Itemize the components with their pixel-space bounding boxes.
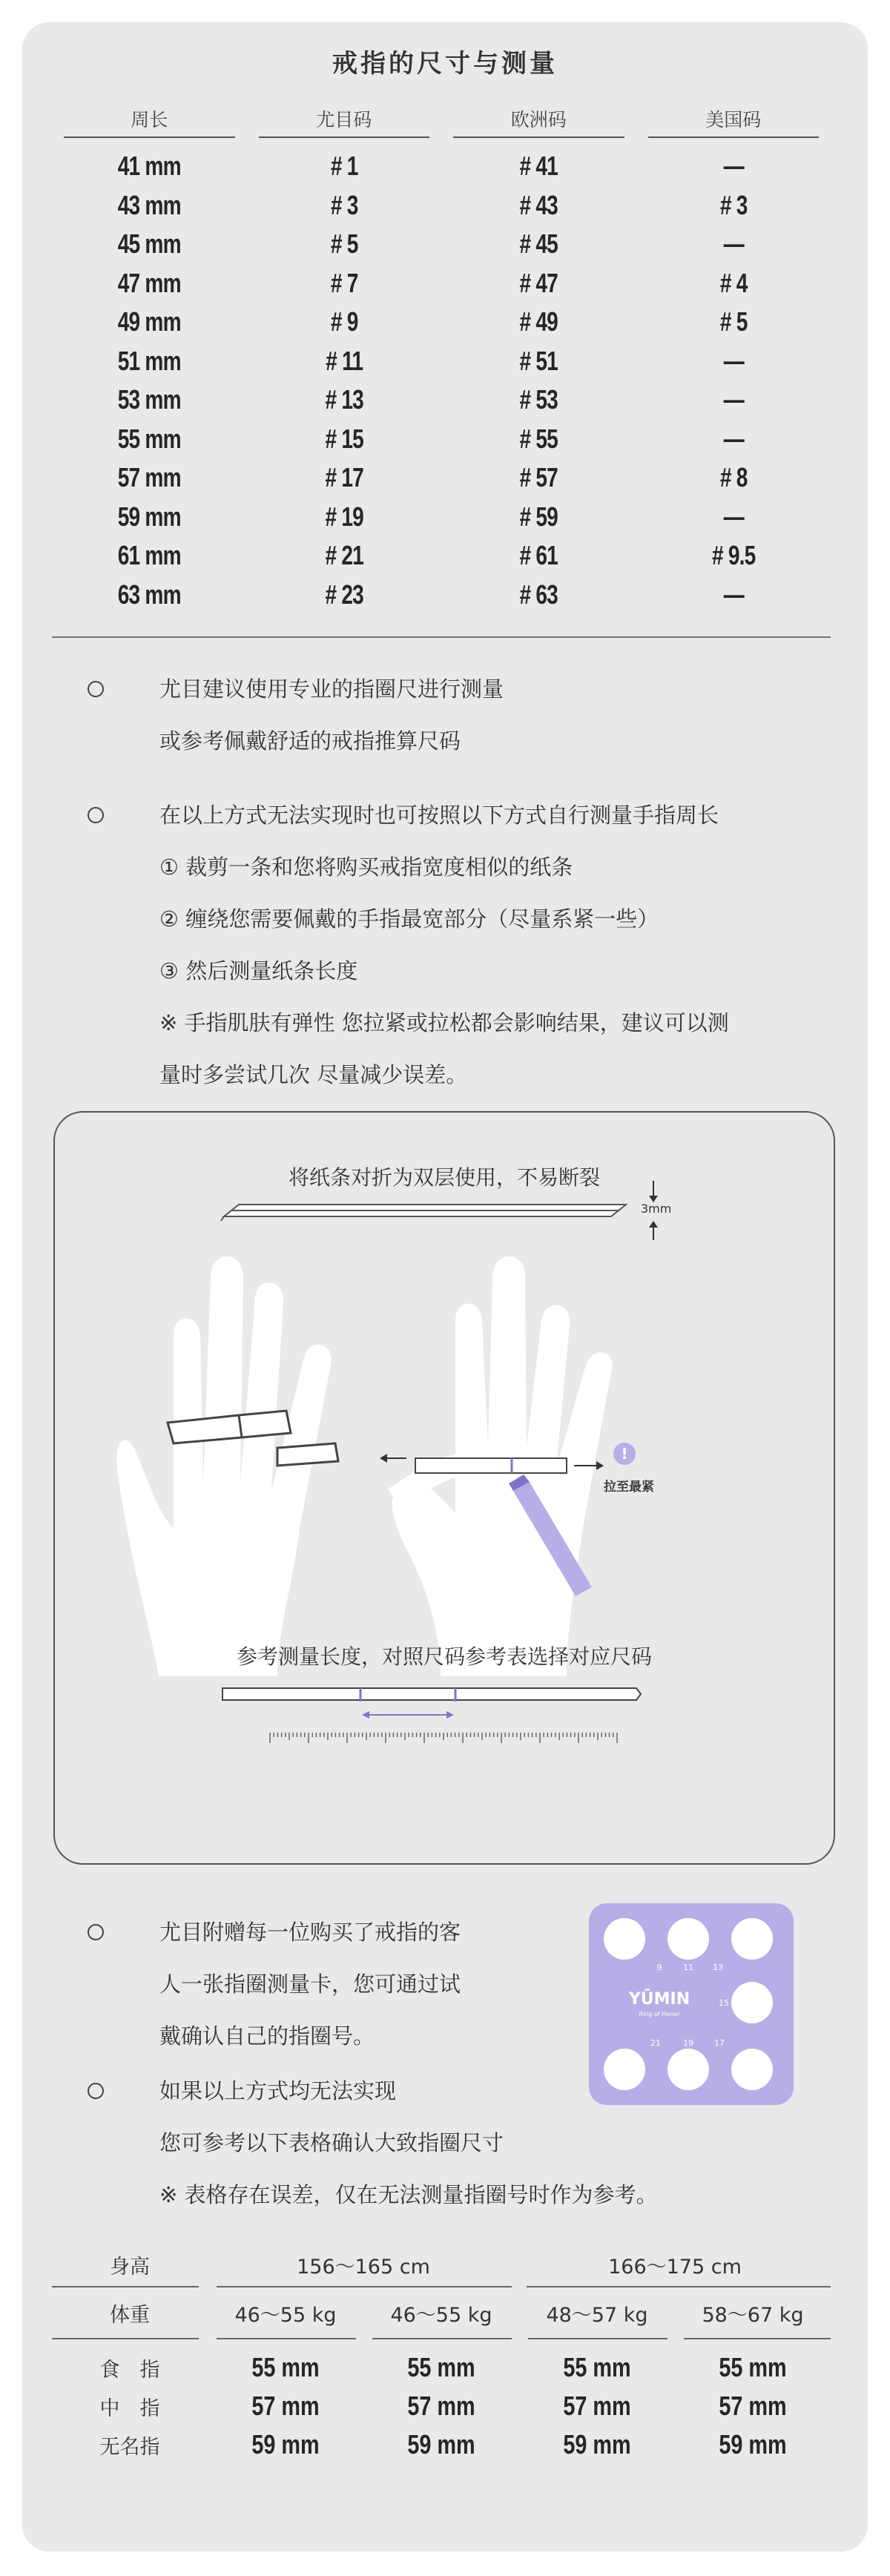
finger-size-value: 59 mm: [563, 2429, 631, 2460]
card-number: 15: [719, 1998, 729, 2008]
header-us-size: 美国码: [648, 105, 820, 138]
size-cell: 45 mm: [117, 228, 181, 260]
step-2: ② 缠绕您需要佩戴的手指最宽部分（尽量系紧一些）: [159, 906, 659, 932]
finger-size-value: 55 mm: [407, 2352, 475, 2382]
card-number: 9: [656, 1963, 662, 1972]
card-number: 19: [683, 2038, 693, 2048]
warning-line: ※ 手指肌肤有弹性 您拉紧或拉松都会影响结果，建议可以测: [159, 1010, 729, 1035]
size-cell: # 53: [519, 384, 558, 415]
size-cell: 63 mm: [117, 579, 181, 610]
left-hand-illustration: [116, 1256, 338, 1676]
size-table-row: [52, 420, 831, 459]
size-table-row: [52, 225, 831, 264]
svg-text:!: !: [621, 1445, 628, 1463]
size-cell: # 21: [324, 540, 363, 571]
pull-label: 拉至最紧: [604, 1480, 654, 1495]
note-line: 尤目附赠每一位购买了戒指的客: [159, 1920, 461, 1945]
size-table-row: [52, 264, 831, 303]
size-cell: 41 mm: [117, 151, 181, 182]
circle-bullet-icon: [88, 1924, 104, 1940]
size-cell: # 57: [519, 462, 558, 493]
note-line: 在以上方式无法实现时也可按照以下方式自行测量手指周长: [159, 803, 719, 828]
height-row: [52, 2246, 831, 2283]
size-cell: # 3: [719, 189, 748, 220]
circle-bullet-icon: [88, 681, 104, 697]
finger-size-value: 55 mm: [563, 2352, 631, 2382]
size-table-divider: [52, 636, 831, 638]
size-table-row: [52, 536, 831, 576]
size-cell: # 5: [330, 228, 358, 260]
finger-label: 食 指: [99, 2358, 160, 2382]
illustration-svg: [55, 1113, 834, 1863]
size-table-row: [52, 342, 831, 381]
size-cell: # 5: [719, 306, 748, 337]
right-hand-illustration: [380, 1256, 636, 1676]
size-cell: # 47: [519, 267, 558, 298]
finger-size-value: 57 mm: [563, 2391, 631, 2421]
size-cell: # 7: [330, 267, 358, 298]
page-title: 戒指的尺寸与测量: [332, 49, 558, 79]
ruler-ticks: [270, 1733, 617, 1743]
circle-bullet-icon: [88, 807, 104, 823]
finger-size-value: 59 mm: [719, 2429, 787, 2460]
finger-row: [52, 2348, 831, 2387]
finger-size-value: 55 mm: [719, 2352, 787, 2382]
card-number: 11: [683, 1963, 693, 1972]
size-cell: # 63: [519, 579, 558, 610]
size-cell: # 45: [519, 228, 558, 260]
size-table: [52, 105, 831, 614]
size-cell: —: [723, 501, 744, 532]
caption-compare: 参考测量长度，对照尺码参考表选择对应尺码: [236, 1644, 652, 1669]
finger-size-value: 57 mm: [251, 2391, 320, 2421]
size-cell: # 4: [719, 267, 748, 298]
folded-paper-strip: [221, 1205, 626, 1221]
finger-size-value: 57 mm: [719, 2391, 787, 2421]
size-cell: # 19: [324, 501, 363, 532]
size-table-row: [52, 576, 831, 615]
thickness-label: 3mm: [641, 1202, 672, 1216]
card-brand-sub: Ring of Honor: [639, 2011, 680, 2017]
size-cell: # 55: [519, 423, 558, 454]
size-table-body: [52, 147, 831, 614]
size-cell: 43 mm: [117, 189, 181, 220]
note-line: 您可参考以下表格确认大致指圈尺寸: [159, 2130, 504, 2155]
size-cell: —: [723, 579, 744, 610]
warning-line: ※ 表格存在误差，仅在无法测量指圈号时作为参考。: [159, 2182, 658, 2207]
size-cell: —: [723, 151, 744, 182]
size-cell: # 51: [519, 345, 558, 376]
size-cell: # 11: [325, 345, 363, 376]
size-table-row: [52, 458, 831, 498]
weight-row: [52, 2292, 831, 2333]
note-line: 尤目建议使用专业的指圈尺进行测量: [159, 676, 504, 702]
size-cell: # 9: [330, 306, 358, 337]
size-cell: 49 mm: [117, 306, 181, 337]
measured-strip: [222, 1688, 641, 1719]
card-brand-logo: YŪMIN: [628, 1990, 690, 2009]
height-range: 156～165 cm: [297, 2255, 430, 2279]
size-cell: # 17: [324, 462, 363, 493]
note-reference-table: [96, 2065, 823, 2221]
weight-range: 46～55 kg: [390, 2303, 492, 2327]
step-3: ③ 然后测量纸条长度: [159, 958, 358, 984]
card-number: 21: [650, 2038, 661, 2048]
size-cell: # 49: [519, 306, 558, 337]
note-line: 戴确认自己的指圈号。: [159, 2023, 375, 2049]
finger-size-value: 55 mm: [251, 2352, 320, 2382]
finger-size-value: 57 mm: [407, 2391, 475, 2421]
height-label: 身高: [110, 2255, 150, 2279]
finger-label: 无名指: [99, 2435, 160, 2459]
size-cell: 57 mm: [117, 462, 181, 493]
card-number: 17: [714, 2038, 725, 2048]
header-yumin-size: 尤目码: [259, 105, 430, 138]
size-cell: 59 mm: [117, 501, 181, 532]
finger-label: 中 指: [99, 2397, 160, 2420]
caption-fold: 将纸条对折为双层使用，不易断裂: [288, 1165, 600, 1190]
circle-bullet-icon: [88, 2083, 104, 2099]
header-circumference: 周长: [64, 105, 235, 138]
size-cell: 51 mm: [117, 345, 181, 376]
size-cell: # 13: [324, 384, 363, 415]
size-table-header: [52, 105, 831, 138]
weight-range: 58～67 kg: [702, 2303, 804, 2327]
size-cell: 47 mm: [117, 267, 181, 298]
size-cell: 61 mm: [117, 540, 181, 571]
size-cell: # 8: [719, 462, 748, 493]
size-cell: # 1: [330, 151, 358, 182]
size-cell: # 9.5: [711, 540, 756, 571]
size-table-row: [52, 381, 831, 420]
weight-range: 46～55 kg: [234, 2303, 337, 2327]
header-eu-size: 欧洲码: [453, 105, 624, 138]
size-cell: # 23: [324, 579, 363, 610]
ring-size-card: [22, 22, 868, 2552]
size-cell: # 41: [519, 151, 558, 182]
size-table-row: [52, 186, 831, 225]
note-self-measure: [96, 789, 823, 1101]
size-table-row: [52, 303, 831, 342]
size-table-row: [52, 498, 831, 537]
size-cell: —: [723, 345, 744, 376]
weight-label: 体重: [110, 2303, 150, 2327]
note-line: 人一张指圈测量卡，您可通过试: [159, 1971, 461, 1997]
size-cell: # 59: [519, 501, 558, 532]
height-range: 166～175 cm: [608, 2255, 742, 2279]
size-cell: —: [723, 384, 744, 415]
size-cell: 53 mm: [117, 384, 181, 415]
size-cell: # 43: [519, 189, 558, 220]
note-line: 如果以上方式均无法实现: [159, 2078, 397, 2104]
measure-illustration: [53, 1111, 835, 1865]
size-cell: # 15: [324, 423, 363, 454]
size-cell: # 61: [519, 540, 558, 571]
size-cell: —: [723, 423, 744, 454]
finger-row: [52, 2425, 831, 2464]
warning-line: 量时多尝试几次 尽量减少误差。: [159, 1062, 468, 1087]
size-table-row: [52, 147, 831, 186]
size-cell: —: [723, 228, 744, 260]
finger-size-value: 59 mm: [407, 2429, 475, 2460]
size-cell: # 3: [330, 189, 358, 220]
note-professional: [96, 663, 823, 767]
step-1: ① 裁剪一条和您将购买戒指宽度相似的纸条: [159, 854, 573, 880]
size-cell: 55 mm: [117, 423, 181, 454]
finger-size-value: 59 mm: [251, 2429, 320, 2460]
weight-range: 48～57 kg: [546, 2303, 648, 2327]
note-line: 或参考佩戴舒适的戒指推算尺码: [159, 728, 461, 754]
finger-row: [52, 2387, 831, 2425]
card-number: 13: [713, 1963, 723, 1972]
